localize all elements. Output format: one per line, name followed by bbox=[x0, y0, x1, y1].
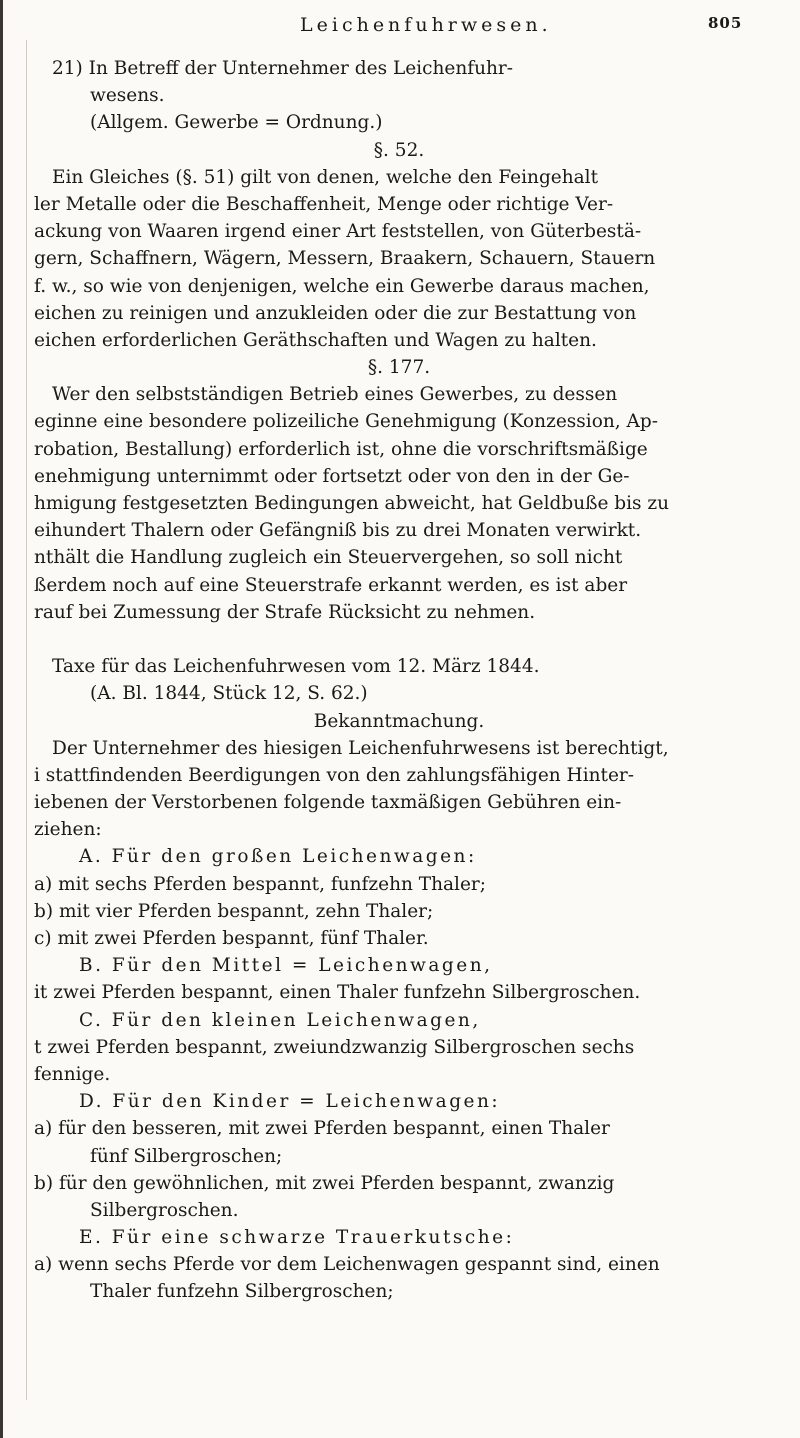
tariff-item: Thaler funfzehn Silbergroschen; bbox=[90, 1281, 394, 1303]
text-line: ßerdem noch auf eine Steuerstrafe erkannt werden, es ist aber bbox=[34, 574, 628, 596]
section-heading: 21) In Betreff der Unternehmer des Leichenfuhr- bbox=[52, 58, 514, 79]
text-line: hmigung festgesetzten Bedingungen abweicht, hat Geldbuße bis zu bbox=[34, 493, 670, 514]
tariff-item: b) für den gewöhnlichen, mit zwei Pferden bespannt, zwanzig bbox=[34, 1172, 615, 1194]
tariff-item: fünf Silbergroschen; bbox=[90, 1145, 283, 1167]
source-reference: (Allgem. Gewerbe = Ordnung.) bbox=[90, 112, 383, 134]
tariff-item: Silbergroschen. bbox=[90, 1199, 239, 1221]
tariff-heading: D. Für den Kinder = Leichenwagen: bbox=[79, 1091, 501, 1113]
binding-edge bbox=[0, 0, 3, 1438]
blank-line bbox=[34, 626, 764, 653]
text-line: gern, Schaffnern, Wägern, Messern, Braakern, Schauern, Stauern bbox=[34, 248, 656, 270]
tax-source-reference: (A. Bl. 1844, Stück 12, S. 62.) bbox=[90, 683, 368, 705]
text-line: rauf bei Zumessung der Strafe Rücksicht zu nehmen. bbox=[34, 601, 536, 623]
tariff-item: c) mit zwei Pferden bespannt, fünf Thaler. bbox=[34, 928, 429, 949]
text-line: eihundert Thalern oder Gefängniß bis zu drei Monaten verwirkt. bbox=[34, 520, 642, 542]
text-line: eginne eine besondere polizeiliche Genehmigung (Konzession, Ap- bbox=[34, 411, 658, 433]
text-line: ziehen: bbox=[34, 819, 102, 841]
tariff-item: a) mit sechs Pferden bespannt, funfzehn Thaler; bbox=[34, 873, 487, 895]
tariff-heading: A. Für den großen Leichenwagen: bbox=[79, 846, 477, 868]
section-heading-cont: wesens. bbox=[90, 85, 165, 107]
text-line: ackung von Waaren irgend einer Art feststellen, von Güterbestä- bbox=[34, 221, 642, 243]
tariff-item: a) wenn sechs Pferde vor dem Leichenwagen gespannt sind, einen bbox=[34, 1254, 660, 1276]
fold-line bbox=[26, 40, 27, 1400]
tariff-item: t zwei Pferden bespannt, zweiundzwanzig Silbergroschen sechs bbox=[34, 1036, 635, 1058]
tariff-heading: C. Für den kleinen Leichenwagen, bbox=[79, 1009, 481, 1031]
text-line: Wer den selbstständigen Betrieb eines Gewerbes, zu dessen bbox=[52, 384, 618, 406]
paragraph-number: §. 177. bbox=[367, 357, 431, 379]
body-text bbox=[34, 55, 764, 1306]
page-number: 805 bbox=[708, 14, 743, 32]
tariff-heading: E. Für eine schwarze Trauerkutsche: bbox=[79, 1227, 515, 1249]
announcement-heading: Bekanntmachung. bbox=[313, 710, 485, 732]
tariff-item: it zwei Pferden bespannt, einen Thaler funfzehn Silbergroschen. bbox=[34, 982, 641, 1004]
text-line: Der Unternehmer des hiesigen Leichenfuhrwesens ist berechtigt, bbox=[52, 737, 669, 759]
text-line: f. w., so wie von denjenigen, welche ein Gewerbe daraus machen, bbox=[34, 275, 650, 297]
text-line: eichen erforderlichen Geräthschaften und Wagen zu halten. bbox=[34, 329, 597, 351]
text-line: i stattfindenden Beerdigungen von den zahlungsfähigen Hinter- bbox=[34, 764, 635, 786]
text-line: iebenen der Verstorbenen folgende taxmäßigen Gebühren ein- bbox=[34, 792, 622, 814]
text-line: Ein Gleiches (§. 51) gilt von denen, welche den Feingehalt bbox=[52, 166, 599, 188]
text-line: nthält die Handlung zugleich ein Steuervergehen, so soll nicht bbox=[34, 547, 623, 569]
paragraph-number: §. 52. bbox=[373, 139, 425, 161]
text-line: robation, Bestallung) erforderlich ist, ohne die vorschriftsmäßige bbox=[34, 438, 648, 460]
page-header bbox=[0, 14, 800, 38]
running-title: Leichenfuhrwesen. bbox=[300, 14, 552, 36]
tariff-item: fennige. bbox=[34, 1063, 111, 1085]
text-line: enehmigung unternimmt oder fortsetzt oder von den in der Ge- bbox=[34, 465, 630, 487]
tariff-heading: B. Für den Mittel = Leichenwagen, bbox=[79, 955, 493, 977]
tax-title: Taxe für das Leichenfuhrwesen vom 12. März 1844. bbox=[52, 656, 540, 678]
tariff-item: a) für den besseren, mit zwei Pferden bespannt, einen Thaler bbox=[34, 1118, 610, 1140]
tariff-item: b) mit vier Pferden bespannt, zehn Thaler; bbox=[34, 900, 434, 922]
text-line: eichen zu reinigen und anzukleiden oder die zur Bestattung von bbox=[34, 302, 637, 324]
text-line: ler Metalle oder die Beschaffenheit, Menge oder richtige Ver- bbox=[34, 193, 614, 215]
